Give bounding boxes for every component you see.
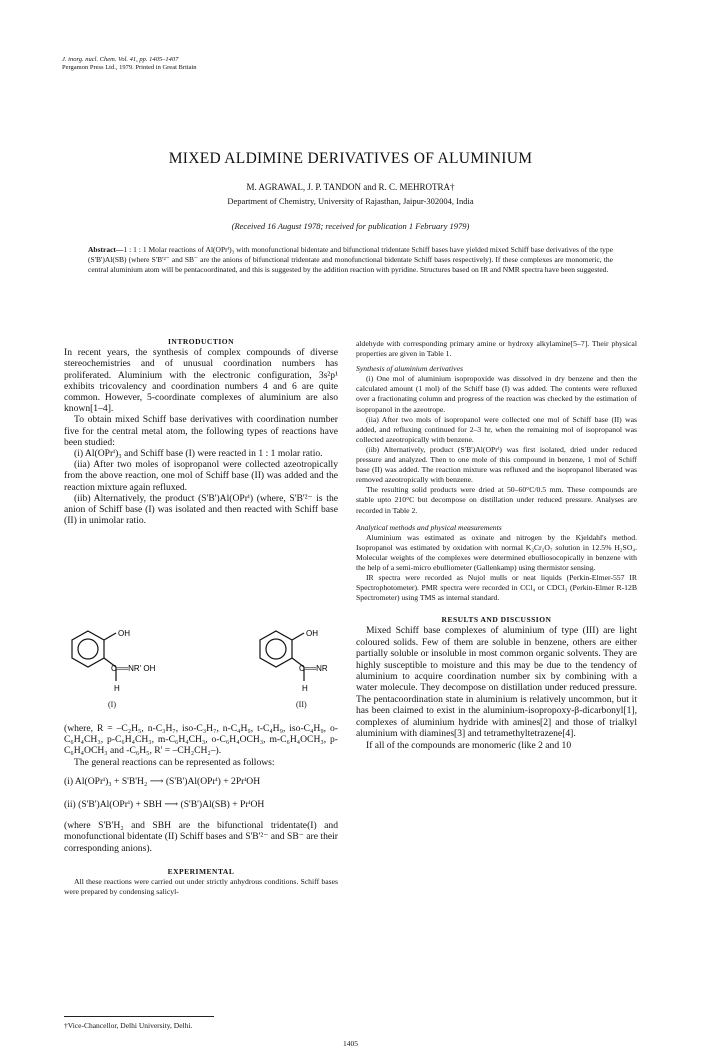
left-column — [64, 336, 338, 526]
experimental-heading: EXPERIMENTAL — [167, 866, 235, 876]
abstract — [88, 245, 613, 276]
synthesis-products: The resulting solid products were dried at 50–60°C/0.5 mm. These compounds are stable upto 210°C but decompose on distillation under reduced pressure. Analyses are recorded in Table 2. — [356, 485, 637, 515]
received-dates: (Received 16 August 1978; received for publication 1 February 1979) — [231, 221, 470, 231]
synthesis-iia: (iia) After two mols of isopropanol were collected one mol of Schiff base (II) was added, and refluxing continued for 2–3 hr, when the remaining mol of isopropanol was collected azeotropically with benzene. — [356, 414, 637, 444]
struct-i-imine: C══NR' OH — [111, 664, 156, 673]
reaction-iib: (iib) Alternatively, the product (S'B')Al(OPrⁱ) (where, S'B'²⁻ is the anion of Schiff base (I) was isolated and then reacted with Schiff base (II) in unimolar ratio. — [64, 492, 338, 527]
analytical-paragraph: Aluminium was estimated as oxinate and nitrogen by the Kjeldahl's method. Isopropanol was estimated by oxidation with normal K₂Cr₂O₇ solution in 12.5% H₂SO₄. Molecular weights of the complexes were determined ebulliosocopically in benzene with the help of a semi-micro ebulliometer (Gallenkamp) using thermistor sensing. — [356, 532, 637, 572]
footnote-rule — [64, 1016, 214, 1017]
reaction-iia: (iia) After two moles of isopropanol were collected azeotropically from the above reaction, one mol of Schiff base (II) was added and the reaction mixture again refluxed. — [64, 459, 338, 493]
struct-ii-imine: C══NR — [299, 664, 328, 673]
structure-ii-label: (II) — [296, 700, 307, 709]
equation-i: (i) Al(OPrⁱ)₃ + S'B'H₂ ⟶ (S'B')Al(OPrⁱ) + 2PrⁱOH — [64, 775, 261, 787]
intro-paragraph-1: In recent years, the synthesis of complex compounds of diverse stereochemistries and of unusual coordination numbers has proliferated. Aluminium with the electronic configuration, 3s²p¹ exhibits tricovalency and coordination numbers 4 and 6 are quite common. However, 5-coordinate complexes of aluminium are also known[1–4]. — [64, 347, 338, 415]
general-reactions-intro: The general reactions can be represented as follows: — [74, 756, 275, 768]
synthesis-heading: Synthesis of aluminium derivatives — [356, 364, 463, 374]
experimental-paragraph: All these reactions were carried out under strictly anhydrous conditions. Schiff bases were prepared by condensing salicyl- — [64, 877, 338, 897]
affiliation: Department of Chemistry, University of Rajasthan, Jaipur-302004, India — [227, 196, 474, 206]
reaction-i: (i) Al(OPrⁱ)₃ and Schiff base (I) were reacted in 1 : 1 molar ratio. — [74, 448, 323, 460]
structure-i-ring — [72, 631, 116, 681]
equation-ii: (ii) (S'B')Al(OPrⁱ) + SBH ⟶ (S'B')Al(SB) + PrⁱOH — [64, 799, 265, 811]
structure-ii-ring — [260, 631, 304, 681]
left-column-lower — [64, 723, 338, 897]
struct-i-oh: OH — [118, 629, 130, 638]
struct-ii-h: H — [302, 684, 308, 693]
results-paragraph-2: If all of the compounds are monomeric (like 2 and 10 — [366, 739, 572, 751]
journal-line-2: Pergamon Press Ltd., 1979. Printed in Great Britain — [62, 64, 197, 71]
struct-ii-oh: OH — [306, 629, 318, 638]
substituent-list: (where, R = –C₂H₅, n-C₃H₇, iso-C₃H₇, n-C₄H₉, t-C₄H₉, iso-C₄H₉, o-C₆H₄CH₃, p-C₆H₄CH₃, m-C₆H₄CH₃, o-C₆H₄OCH₃, m-C₆H₄OCH₃, p-C₆H₄OCH₃ and -C₆H₅, R' = –CH₂CH₂–). — [64, 723, 338, 757]
introduction-heading: INTRODUCTION — [167, 337, 234, 346]
struct-i-h: H — [114, 684, 120, 693]
abstract-text: 1 : 1 : 1 Molar reactions of Al(OPrⁱ)₃ with monofunctional bidentate and bifunctional tridentate Schiff bases have yielded mixed Schiff base derivatives of the type (S'B')Al(SB) (where S'B'²⁻ and SB⁻ are the anions of bifunctional tridentate and monofunctional bidentate Schiff bases respectively). If these complexes are monomeric, the central aluminium atom will be pentacoordinated, and this is suggested by the addition reaction with pyridine. Structures based on IR and NMR spectra have been suggested. — [88, 245, 613, 275]
synthesis-i: (i) One mol of aluminium isopropoxide was dissolved in dry benzene and then the calculated amount (1 mol) of the Schiff base (I) was added. The contents were refluxed over a fractionating column and progress of the reaction was checked by the estimation of isopropanol in the azeotrope. — [356, 374, 637, 414]
results-heading: RESULTS AND DISCUSSION — [441, 615, 552, 625]
synthesis-iib: (iib) Alternatively, product (S'B')Al(OPrⁱ) was first isolated, dried under reduced pressure and analyzed. Then to one mole of this compound in benzene, 1 mol of Schiff base (II) was added. The reaction mixture was refluxed and the isopropanol liberated was removed azeotropically with benzene. — [356, 444, 637, 485]
journal-citation — [62, 56, 197, 72]
page-number: 1405 — [343, 1039, 358, 1048]
right-column — [356, 339, 637, 751]
analytical-heading: Analytical methods and physical measurements — [356, 522, 502, 532]
anion-definition: (where S'B'H₂ and SBH are the bifunctional tridentate(I) and monofunctional bidentate (II) Schiff bases and S'B'²⁻ and SB⁻ are their corresponding anions). — [64, 820, 338, 854]
results-paragraph-1: Mixed Schiff base complexes of aluminium of type (III) are light coloured solids. Few of them are soluble in benzene, others are either partially soluble or insoluble in most common organic solvents. They are highly susceptible to moisture and this may be due to the tendency of aluminium to acquire coordination number six by combining with a water molecule. They decompose on distillation under reduced pressure. The pentacoordination state in aluminium is relatively uncommon, but it has been claimed to exist in the aluminium-isopropoxy-β-dicarbonyl[1], complexes of aluminium hydride with amines[2] and those of trialkyl aluminium with diamines[3] and tetramethyltetrazene[4]. — [356, 625, 637, 740]
schiff-preparation-cont: aldehyde with corresponding primary amine or hydroxy alkylamine[5–7]. Their physical properties are given in Table 1. — [356, 339, 637, 359]
spectra-paragraph: IR spectra were recorded as Nujol mulls or neat liquids (Perkin-Elmer-557 IR Spectrophotometer). PMR spectra were recorded in CCl₄ or CDCl₃ (Perkin-Elmer R-12B Spectrometer) using TMS as internal standard. — [356, 573, 637, 603]
paper-title: MIXED ALDIMINE DERIVATIVES OF ALUMINIUM — [168, 150, 533, 167]
footnote: †Vice-Chancellor, Delhi University, Delhi. — [64, 1021, 193, 1030]
authors: M. AGRAWAL, J. P. TANDON and R. C. MEHROTRA† — [246, 182, 455, 192]
journal-line-1: J. inorg. nucl. Chem. Vol. 41, pp. 1405–1407 — [62, 56, 179, 63]
abstract-label: Abstract— — [88, 245, 124, 254]
structure-i-label: (I) — [108, 700, 116, 709]
schiff-base-structures — [64, 621, 338, 716]
intro-paragraph-2: To obtain mixed Schiff base derivatives with coordination number five for the central metal atom, the following types of reactions have been studied: — [64, 414, 338, 448]
